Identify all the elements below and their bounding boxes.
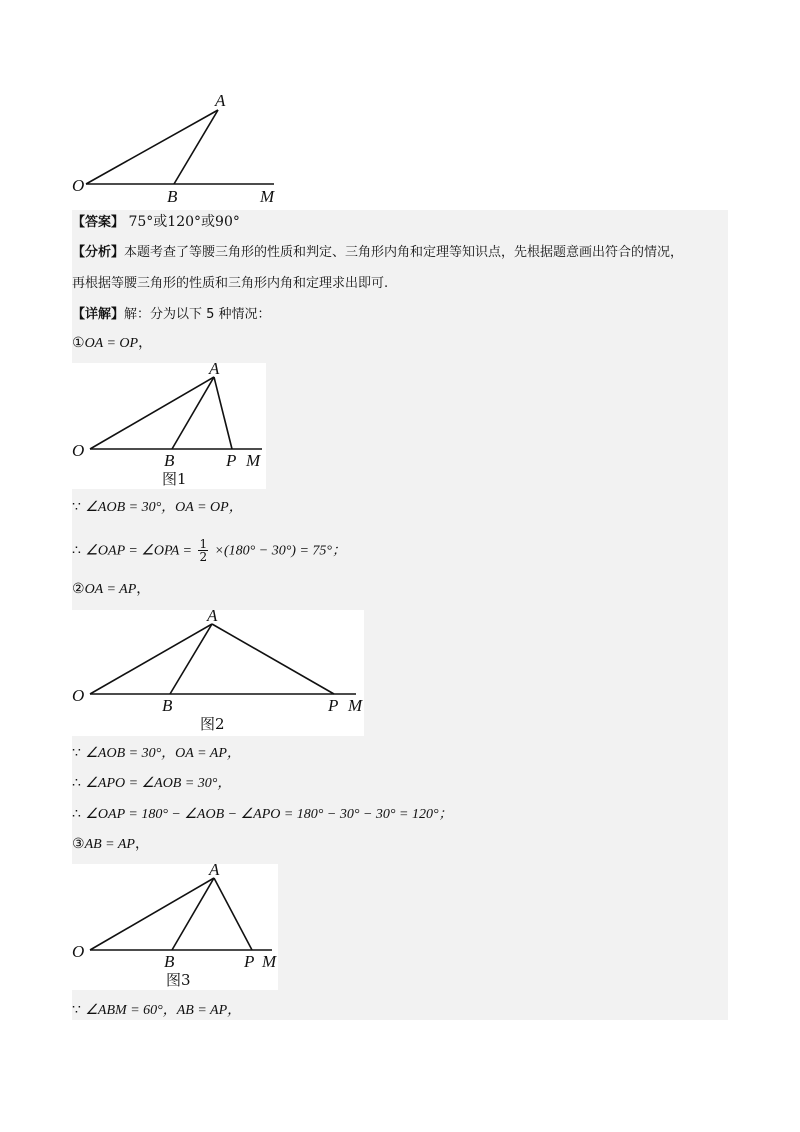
analysis-line-2 [72, 274, 388, 294]
case1-because [72, 497, 243, 518]
label-b: B [167, 187, 178, 205]
case1-therefore-pre: ∠OAP = ∠OPA = [85, 543, 192, 559]
label-m: M [260, 187, 275, 205]
case3-because-expr: ∠ABM = 60°，AB = AP， [85, 1003, 242, 1018]
therefore-symbol: ∴ [72, 542, 81, 559]
fig3-label-a: A [209, 864, 220, 879]
fig3-caption: 图3 [166, 971, 191, 989]
fraction-numerator: 1 [199, 537, 208, 551]
case3-because [72, 1000, 241, 1021]
case2-therefore-1 [72, 773, 231, 794]
because-symbol: ∵ [72, 1002, 81, 1018]
fig2-label-o: O [72, 686, 85, 705]
answer-value-2: 120° [167, 214, 202, 230]
case3-condition [72, 834, 149, 855]
analysis-tag: 【分析】 [72, 245, 125, 260]
fig1-label-p: P [226, 451, 237, 470]
case2-cond: OA = AP [84, 582, 137, 597]
case2-therefore-expr-2: ∠OAP = 180° − ∠AOB − ∠APO = 180° − 30° − 30° = 120°； [85, 807, 453, 822]
case2-because [72, 743, 241, 764]
figure-1 [72, 363, 266, 489]
fig2-caption: 图2 [200, 715, 225, 733]
case1-therefore [72, 538, 346, 563]
fig1-label-a: A [209, 363, 220, 378]
case1-number: ① [72, 335, 85, 351]
fraction-half [198, 538, 208, 563]
case2-therefore-2 [72, 804, 453, 825]
case2-number: ② [72, 581, 85, 597]
answer-tag: 【答案】 [72, 215, 125, 230]
fig1-caption: 图1 [162, 470, 187, 488]
case3-tail: ， [134, 836, 149, 852]
case1-because-expr: ∠AOB = 30°，OA = OP， [85, 500, 243, 515]
detail-tag: 【详解】 [72, 307, 125, 322]
analysis-text-1: 本题考查了等腰三角形的性质和判定、三角形内角和定理等知识点，先根据题意画出符合的情况， [124, 245, 684, 260]
fig1-label-m: M [246, 451, 261, 470]
answer-or-2: 或 [201, 214, 216, 230]
answer-value-1: 75° [128, 214, 154, 230]
figure-3 [72, 864, 278, 990]
fig2-label-p: P [328, 696, 339, 715]
fig3-label-o: O [72, 942, 85, 961]
fig1-label-b: B [164, 451, 175, 470]
case1-condition [72, 333, 152, 354]
analysis-text-2: 再根据等腰三角形的性质和三角形内角和定理求出即可. [72, 276, 389, 291]
case3-number: ③ [72, 836, 85, 852]
case1-therefore-post: ×(180° − 30°) = 75°； [214, 543, 347, 559]
answer-or-1: 或 [153, 214, 168, 230]
because-symbol: ∵ [72, 745, 81, 761]
case3-cond: AB = AP [84, 837, 135, 852]
analysis-line-1 [72, 243, 683, 263]
problem-figure [72, 90, 292, 205]
fig3-label-b: B [164, 952, 175, 971]
case1-tail: ， [138, 335, 153, 351]
fig2-label-b: B [162, 696, 173, 715]
fig3-label-p: P [244, 952, 255, 971]
answer-value-3: 90° [215, 214, 240, 230]
fraction-denominator: 2 [199, 550, 208, 564]
answer-line [72, 212, 240, 233]
case2-condition [72, 579, 150, 600]
figure-2 [72, 610, 364, 736]
because-symbol: ∵ [72, 499, 81, 515]
therefore-symbol: ∴ [72, 806, 81, 822]
fig2-label-a: A [207, 610, 218, 625]
therefore-symbol: ∴ [72, 775, 81, 791]
detail-line [72, 305, 271, 325]
case2-because-expr: ∠AOB = 30°，OA = AP， [85, 746, 241, 761]
case2-tail: ， [136, 581, 151, 597]
case2-therefore-expr-1: ∠APO = ∠AOB = 30°， [85, 776, 232, 791]
label-o: O [72, 176, 85, 195]
fig1-label-o: O [72, 441, 85, 460]
fig3-label-m: M [262, 952, 277, 971]
detail-text: 解：分为以下 5 种情况： [124, 307, 271, 322]
fig2-label-m: M [348, 696, 363, 715]
label-a: A [215, 91, 226, 110]
case1-cond: OA = OP [84, 336, 139, 351]
